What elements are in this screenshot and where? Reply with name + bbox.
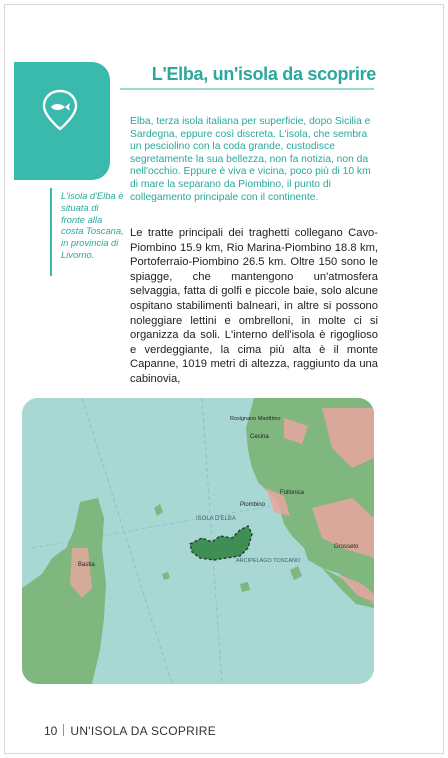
footer-divider	[63, 724, 64, 736]
side-note: L'isola d'Elba è situata di fronte alla costa Toscana, in provincia di Livorno.	[61, 190, 124, 260]
map-label-elba: ISOLA D'ELBA	[196, 516, 236, 522]
map-label-grosseto: Grosseto	[334, 544, 359, 550]
footer-section-label: UN'ISOLA DA SCOPRIRE	[70, 724, 217, 738]
map-image	[22, 398, 374, 684]
map-label-rosignano: Rosignano Marittimo	[230, 416, 281, 422]
map-label-bastia: Bastia	[78, 562, 95, 568]
page-title: L'Elba, un'isola da scoprire	[151, 64, 376, 84]
map-label-cecina: Cecina	[250, 434, 269, 440]
map-label-sea: ARCIPELAGO TOSCANO	[236, 558, 301, 564]
page-number: 10	[44, 724, 58, 738]
page-footer	[44, 724, 216, 738]
map-pin-fish-icon	[38, 88, 82, 132]
intro-paragraph: Elba, terza isola italiana per superficie, dopo Sicilia e Sardegna, eppure così discreta. L'isola, che sembra un pesciolino con la coda grande, custodisce segretamente la sua bellezza, non fa notizia, non da nell'occhio. Eppure è viva e vicina, poco più di 10 km di mare la separano da Piombino, il punto di collegamento principale con il continente.	[130, 116, 371, 203]
map-label-piombino: Piombino	[240, 502, 266, 508]
title-rule	[120, 88, 374, 90]
body-paragraph: Le tratte principali dei traghetti collegano Cavo-Piombino 15.9 km, Rio Marina-Piombino 18.8 km, Portoferraio-Piombino 26.5 km. Oltre 150 sono le spiagge, che mantengono un'atmosfera selvaggia, fatta di golfi e piccole baie, solo alcune ospitano stabilimenti balneari, in altre si possono noleggiare lettini e ombrelloni, in molte ci si organizza da soli. L'interno dell'isola è rigoglioso e verdeggiante, la cima più alta è il monte Capanne, 1019 metri di altezza, raggiunto da una cabinovia,	[130, 227, 378, 385]
side-note-bar	[50, 188, 52, 276]
map-label-follonica: Follonica	[280, 490, 305, 496]
